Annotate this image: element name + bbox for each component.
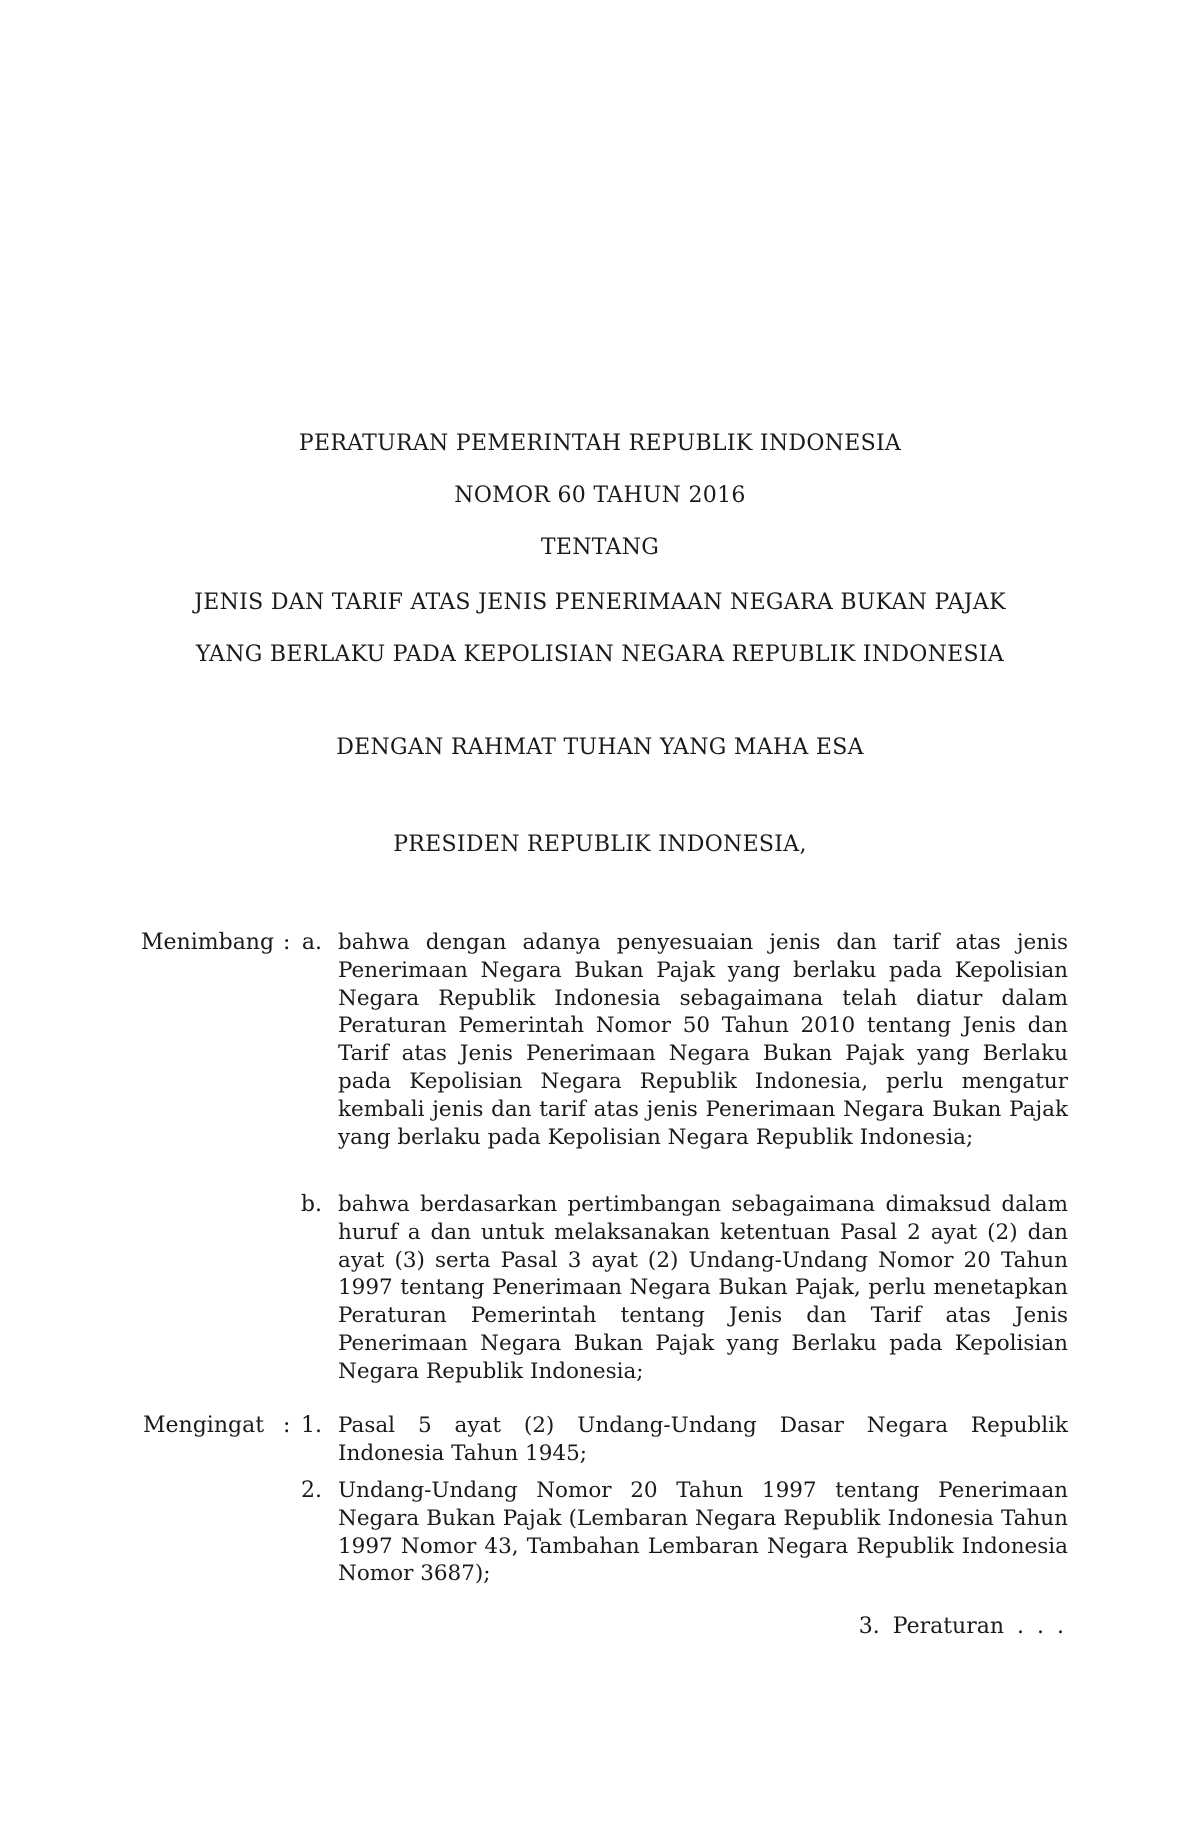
mengingat-item-2-text: Undang-Undang Nomor 20 Tahun 1997 tentang Penerimaan Negara Bukan Pajak (Lembaran Negara Republik Indonesia Tahun 1997 Nomor 43, Tambahan Lembaran Negara Republik Indonesia Nomor 3687); — [338, 1478, 1068, 1587]
regulation-number: NOMOR 60 TAHUN 2016 — [454, 483, 746, 508]
president-line: PRESIDEN REPUBLIK INDONESIA, — [393, 832, 807, 857]
menimbang-item-b-text: bahwa berdasarkan pertimbangan sebagaimana dimaksud dalam huruf a dan untuk melaksanakan ketentuan Pasal 2 ayat (2) dan ayat (3) serta Pasal 3 ayat (2) Undang-Undang Nomor 20 Tahun 1997 tentang Penerimaan Negara Bukan Pajak, perlu menetapkan Peraturan Pemerintah tentang Jenis dan Tarif atas Jenis Penerimaan Negara Bukan Pajak yang Berlaku pada Kepolisian Negara Republik Indonesia; — [338, 1192, 1068, 1384]
next-page-catchword: 3. Peraturan . . . — [858, 1614, 1064, 1639]
regulation-about: TENTANG — [540, 535, 660, 560]
mengingat-colon: : — [283, 1413, 291, 1438]
regulation-title-line-1: JENIS DAN TARIF ATAS JENIS PENERIMAAN NEGARA BUKAN PAJAK — [194, 590, 1006, 615]
mengingat-item-2-marker: 2. — [301, 1478, 322, 1503]
regulation-title-line-2: YANG BERLAKU PADA KEPOLISIAN NEGARA REPUBLIK INDONESIA — [195, 642, 1005, 667]
mengingat-item-1-text: Pasal 5 ayat (2) Undang-Undang Dasar Negara Republik Indonesia Tahun 1945; — [338, 1413, 1068, 1466]
mengingat-label: Mengingat — [143, 1413, 265, 1438]
invocation: DENGAN RAHMAT TUHAN YANG MAHA ESA — [336, 735, 864, 760]
menimbang-item-b-marker: b. — [300, 1192, 322, 1217]
menimbang-item-a-text: bahwa dengan adanya penyesuaian jenis dan tarif atas jenis Penerimaan Negara Bukan Pajak yang berlaku pada Kepolisian Negara Republik Indonesia sebagaimana telah diatur dalam Peraturan Pemerintah Nomor 50 Tahun 2010 tentang Jenis dan Tarif atas Jenis Penerimaan Negara Bukan Pajak yang Berlaku pada Kepolisian Negara Republik Indonesia, perlu mengatur kembali jenis dan tarif atas jenis Penerimaan Negara Bukan Pajak yang berlaku pada Kepolisian Negara Republik Indonesia; — [338, 930, 1068, 1150]
menimbang-colon: : — [283, 930, 291, 955]
mengingat-item-1-marker: 1. — [301, 1413, 322, 1438]
regulation-heading: PERATURAN PEMERINTAH REPUBLIK INDONESIA — [298, 431, 902, 456]
menimbang-item-a-marker: a. — [301, 930, 322, 955]
menimbang-label: Menimbang — [141, 930, 275, 955]
